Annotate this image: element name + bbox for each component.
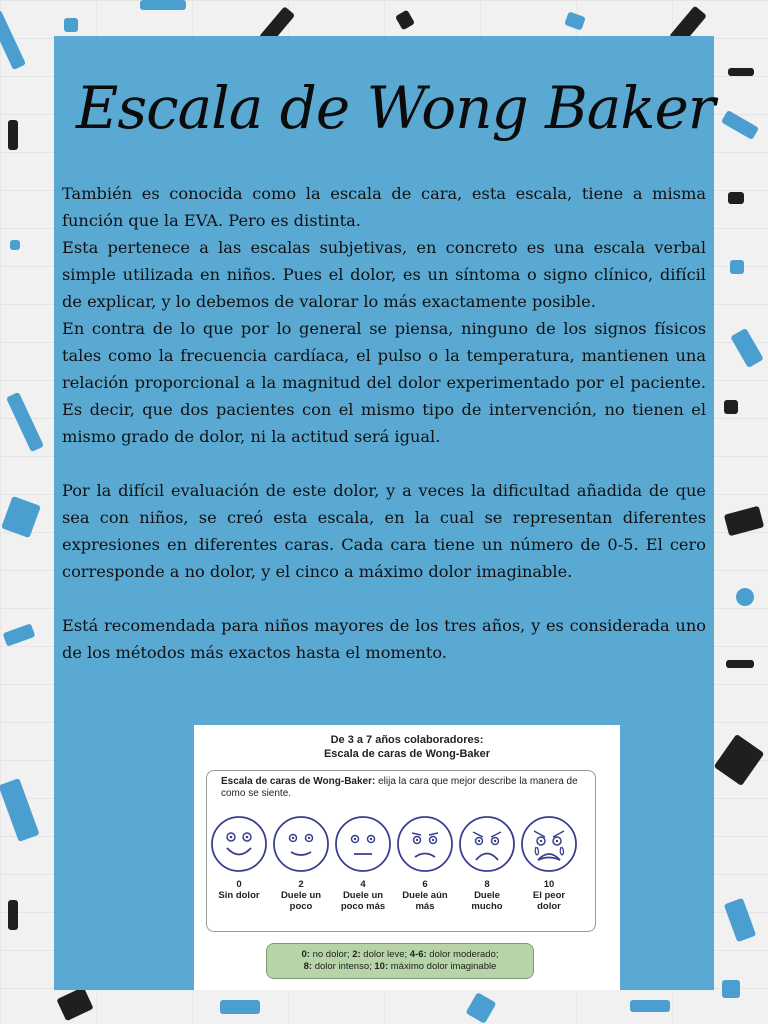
figure-instruction: Escala de caras de Wong-Baker: elija la cara que mejor describe la manera de como se siente. bbox=[221, 776, 578, 799]
faces-row bbox=[207, 815, 595, 925]
wong-baker-figure bbox=[194, 725, 620, 990]
dot-icon bbox=[395, 10, 415, 31]
dot-icon bbox=[736, 588, 754, 606]
brush-icon bbox=[465, 992, 496, 1024]
dot-icon bbox=[10, 240, 20, 250]
pencil-icon bbox=[6, 392, 44, 452]
brush-icon bbox=[56, 987, 93, 1021]
zigzag-icon bbox=[726, 660, 754, 668]
paragraph: Está recomendada para niños mayores de los tres años, y es considerada uno de los métodos más exactos hasta el momento. bbox=[62, 616, 706, 662]
paragraph: Esta pertenece a las escalas subjetivas, en concreto es una escala verbal simple utilizada en niños. Pues el dolor, es un síntoma o signo clínico, difícil de explicar, y lo debemos de valorar lo más exactamente posible. bbox=[62, 238, 706, 311]
face-0: 0 Sin dolor bbox=[209, 815, 269, 901]
stripe-icon bbox=[630, 1000, 670, 1012]
dot-icon bbox=[722, 980, 740, 998]
dot-icon bbox=[564, 11, 586, 30]
stripe-icon bbox=[3, 623, 36, 646]
paragraph: También es conocida como la escala de cara, esta escala, tiene a misma función que la EVA. Pero es distinta. bbox=[62, 184, 706, 230]
face-10: 10 El peor dolor bbox=[519, 815, 579, 912]
paragraph: En contra de lo que por lo general se piensa, ninguno de los signos físicos tales como la frecuencia cardíaca, el pulso o la temperatura, mantienen una relación proporcional a la magnitud del dolor experimentado por el paciente. Es decir, que dos pacientes con el mismo tipo de intervención, no tienen el mismo grado de dolor, ni la actitud será igual. bbox=[62, 319, 706, 446]
body-text bbox=[62, 180, 706, 666]
brush-icon bbox=[1, 496, 41, 538]
face-4: 4 Duele un poco más bbox=[333, 815, 393, 912]
pencil-icon bbox=[730, 328, 764, 368]
pencil-icon bbox=[8, 900, 18, 930]
face-8: 8 Duele mucho bbox=[457, 815, 517, 912]
face-6: 6 Duele aún más bbox=[395, 815, 455, 912]
face-2: 2 Duele un poco bbox=[271, 815, 331, 912]
pencil-icon bbox=[8, 120, 18, 150]
faces-scale-box bbox=[206, 770, 596, 932]
pencil-icon bbox=[0, 778, 40, 842]
dot-icon bbox=[64, 18, 78, 32]
frowning-face-icon bbox=[396, 815, 454, 873]
pencil-icon bbox=[724, 898, 756, 942]
sad-face-icon bbox=[458, 815, 516, 873]
content-panel bbox=[54, 36, 714, 990]
smiling-face-icon bbox=[210, 815, 268, 873]
paragraph: Por la difícil evaluación de este dolor, y a veces la dificultad añadida de que sea con niños, se creó esta escala, en la cual se representan diferentes expresiones en diferentes caras. Cada cara tiene un número de 0-5. El cero corresponde a no dolor, y el cinco a máximo dolor imaginable. bbox=[62, 481, 706, 581]
dot-icon bbox=[724, 400, 738, 414]
page-title: Escala de Wong Baker bbox=[76, 74, 715, 142]
brush-icon bbox=[721, 110, 759, 140]
figure-heading: De 3 a 7 años colaboradores: Escala de caras de Wong-Baker bbox=[323, 734, 491, 760]
zigzag-icon bbox=[728, 68, 754, 76]
crying-face-icon bbox=[520, 815, 578, 873]
pencil-icon bbox=[0, 10, 26, 70]
dot-icon bbox=[728, 192, 744, 204]
stripe-icon bbox=[140, 0, 186, 10]
brush-icon bbox=[724, 506, 764, 537]
neutral-face-icon bbox=[334, 815, 392, 873]
brush-icon bbox=[714, 734, 765, 786]
stripe-icon bbox=[220, 1000, 260, 1014]
dot-icon bbox=[730, 260, 744, 274]
slight-smile-face-icon bbox=[272, 815, 330, 873]
pain-legend: 0: no dolor; 2: dolor leve; 4-6: dolor moderado; 8: dolor intenso; 10: máximo dolor imaginable bbox=[266, 943, 534, 979]
